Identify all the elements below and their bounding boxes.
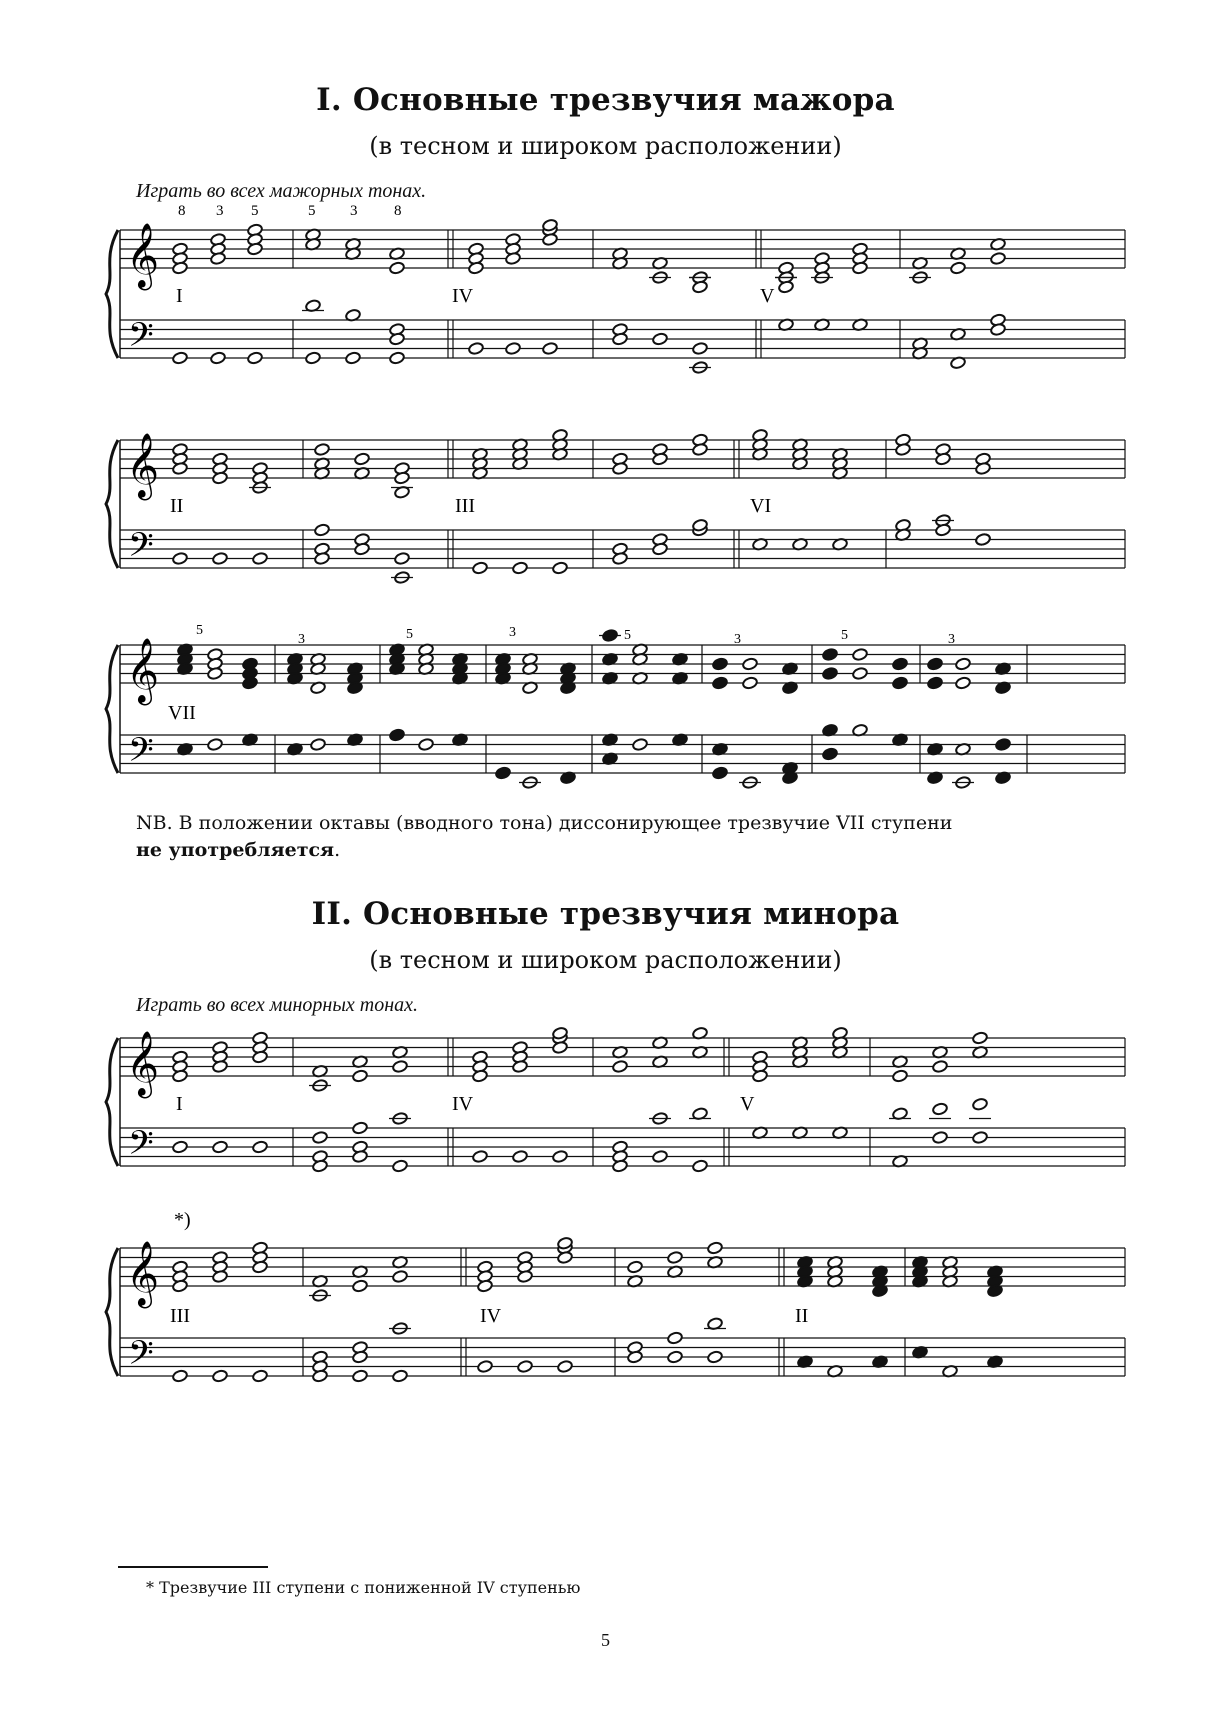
staff-system-5-svg xyxy=(110,1209,1130,1418)
fingering-5: 3 xyxy=(350,203,358,219)
fingering-6: 8 xyxy=(394,203,402,219)
note-head xyxy=(927,657,943,670)
note-head xyxy=(852,667,868,680)
bass-clef: 𝄢 xyxy=(128,316,154,363)
note-head xyxy=(252,552,268,565)
note-head xyxy=(310,738,326,751)
note-head xyxy=(394,552,410,565)
note-head xyxy=(975,533,991,546)
section2-instruction: Играть во всех минорных тонах. xyxy=(136,994,419,1016)
note-head xyxy=(352,1279,368,1292)
degree-label: VI xyxy=(750,495,772,517)
note-head xyxy=(822,747,838,760)
fingering: 5 xyxy=(406,627,413,642)
note-head xyxy=(472,561,488,574)
section2-subtitle: (в тесном и широком расположении) xyxy=(369,946,842,974)
note-head xyxy=(742,657,758,670)
note-head xyxy=(995,738,1011,751)
note-head xyxy=(314,443,330,456)
note-head xyxy=(652,332,668,345)
degree-label: I xyxy=(176,1093,183,1115)
note-head xyxy=(612,1060,628,1073)
note-head xyxy=(742,676,758,689)
note-head xyxy=(712,657,728,670)
staff-system-1-svg xyxy=(110,203,1130,400)
fingering: 5 xyxy=(624,628,631,643)
note-head xyxy=(972,1131,988,1144)
fingering-2: 3 xyxy=(216,203,224,219)
note-head xyxy=(627,1260,643,1273)
footnote-marker: *) xyxy=(174,1209,191,1231)
fingering: 5 xyxy=(841,628,848,643)
fingering: 5 xyxy=(196,623,203,638)
note-head xyxy=(822,667,838,680)
bass-clef: 𝄢 xyxy=(128,1334,154,1381)
note-head xyxy=(632,738,648,751)
note-head xyxy=(932,1131,948,1144)
music-system-1 xyxy=(110,203,1130,400)
note-head xyxy=(352,1369,368,1382)
brace xyxy=(106,1038,118,1166)
note-head xyxy=(552,561,568,574)
treble-clef: 𝄞 xyxy=(126,223,160,288)
note-head xyxy=(477,1360,493,1373)
note-head xyxy=(552,1150,568,1163)
note-head xyxy=(892,676,908,689)
brace xyxy=(106,645,118,773)
note-head xyxy=(950,261,966,274)
note-head xyxy=(172,1140,188,1153)
note-head xyxy=(392,1060,408,1073)
degree-label: III xyxy=(455,495,475,517)
note-head xyxy=(707,1350,723,1363)
degree-label: III xyxy=(170,1305,190,1327)
note-head xyxy=(822,648,838,661)
note-head xyxy=(352,1069,368,1082)
note-head xyxy=(852,648,868,661)
nb-note-text: NB. В положении октавы (вводного тона) диссонирующее трезвучие VII ступени xyxy=(136,812,953,834)
degree-label: V xyxy=(740,1093,755,1115)
fingering: 3 xyxy=(298,632,305,647)
note-head xyxy=(512,561,528,574)
fingering-row1 xyxy=(178,203,402,219)
note-head xyxy=(212,1369,228,1382)
fingering-3: 5 xyxy=(251,203,259,219)
nb-note-end: . xyxy=(334,839,341,861)
note-head xyxy=(557,1360,573,1373)
nb-note xyxy=(136,810,952,864)
degree-label: VII xyxy=(168,702,196,724)
note-head xyxy=(389,351,405,364)
note-head xyxy=(389,728,405,741)
note-head xyxy=(505,342,521,355)
note-head xyxy=(314,523,330,536)
section1-subtitle: (в тесном и широком расположении) xyxy=(369,132,842,160)
note-head xyxy=(652,1150,668,1163)
note-head xyxy=(972,1098,988,1111)
staff-system-3-svg xyxy=(110,625,1130,815)
footnote-rule xyxy=(118,1566,268,1568)
note-head xyxy=(972,1031,988,1044)
bass-clef: 𝄢 xyxy=(128,731,154,778)
degree-label: II xyxy=(795,1305,809,1327)
note-head xyxy=(352,1121,368,1134)
degree-label: IV xyxy=(480,1305,502,1327)
note-head xyxy=(955,676,971,689)
note-head xyxy=(392,1270,408,1283)
note-head xyxy=(207,738,223,751)
brace xyxy=(106,230,118,358)
fingering: 3 xyxy=(509,625,516,640)
note-head xyxy=(345,351,361,364)
degree-label: V xyxy=(760,285,775,307)
note-head xyxy=(172,552,188,565)
degree-label: IV xyxy=(452,285,474,307)
nb-note-bold: не употребляется xyxy=(136,839,335,861)
music-system-3 xyxy=(110,625,1130,815)
note-head xyxy=(172,1369,188,1382)
note-head xyxy=(512,1150,528,1163)
brace xyxy=(106,1248,118,1376)
note-head xyxy=(392,1159,408,1172)
note-head xyxy=(990,252,1006,265)
fingering: 3 xyxy=(948,632,955,647)
note-head xyxy=(707,1241,723,1254)
note-head xyxy=(542,342,558,355)
bass-clef: 𝄢 xyxy=(128,526,154,573)
note-head xyxy=(247,351,263,364)
note-head xyxy=(712,766,728,779)
note-head xyxy=(667,1251,683,1264)
page-number: 5 xyxy=(601,1630,610,1650)
staff-system-2-svg xyxy=(110,420,1130,610)
note-head xyxy=(392,1369,408,1382)
music-system-4 xyxy=(110,1018,1130,1208)
note-head xyxy=(892,1069,908,1082)
note-head xyxy=(472,1150,488,1163)
staff-system-4-svg xyxy=(110,1018,1130,1208)
degree-label: I xyxy=(176,285,183,307)
note-head xyxy=(667,1350,683,1363)
note-head xyxy=(389,261,405,274)
music-system-2 xyxy=(110,420,1130,610)
section2-title: II. Основные трезвучия минора xyxy=(311,896,900,932)
note-head xyxy=(892,657,908,670)
note-head xyxy=(212,1140,228,1153)
section1-title: I. Основные трезвучия мажора xyxy=(316,82,895,118)
note-head xyxy=(667,1331,683,1344)
note-head xyxy=(252,1369,268,1382)
fingering: 3 xyxy=(734,632,741,647)
music-system-5 xyxy=(110,1209,1130,1418)
note-head xyxy=(172,351,188,364)
footnote: * Трезвучие III ступени с пониженной IV ступенью xyxy=(146,1578,581,1597)
note-head xyxy=(932,1060,948,1073)
treble-clef: 𝄞 xyxy=(126,1031,160,1096)
brace xyxy=(106,440,118,568)
note-head xyxy=(692,1159,708,1172)
note-head xyxy=(692,342,708,355)
note-head xyxy=(312,1131,328,1144)
note-head xyxy=(517,1360,533,1373)
section1-instruction: Играть во всех мажорных тонах. xyxy=(136,180,427,202)
note-head xyxy=(712,676,728,689)
note-head xyxy=(252,1140,268,1153)
note-head xyxy=(354,452,370,465)
note-head xyxy=(932,1102,948,1115)
note-head xyxy=(212,552,228,565)
treble-clef: 𝄞 xyxy=(126,638,160,703)
treble-clef: 𝄞 xyxy=(126,1241,160,1306)
note-head xyxy=(418,738,434,751)
treble-clef: 𝄞 xyxy=(126,433,160,498)
note-head xyxy=(468,342,484,355)
degree-label: II xyxy=(170,495,184,517)
note-head xyxy=(927,676,943,689)
note-head xyxy=(305,351,321,364)
bass-clef: 𝄢 xyxy=(128,1124,154,1171)
fingering-4: 5 xyxy=(308,203,316,219)
note-head xyxy=(955,657,971,670)
fingering-1: 8 xyxy=(178,203,186,219)
degree-label: IV xyxy=(452,1093,474,1115)
note-head xyxy=(210,351,226,364)
note-head xyxy=(495,766,511,779)
